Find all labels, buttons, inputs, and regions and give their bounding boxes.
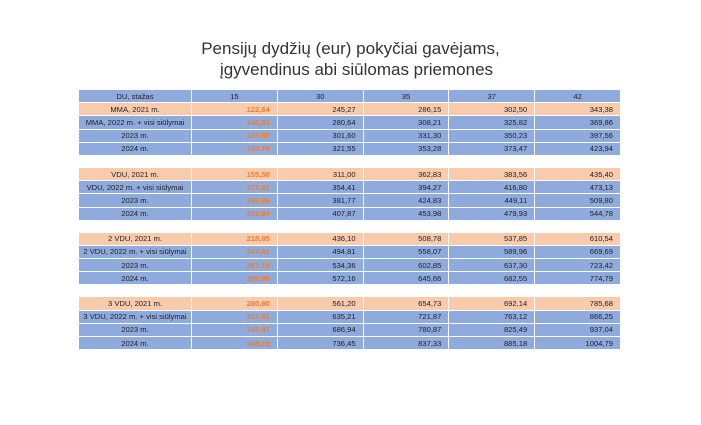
table-row [79, 103, 621, 116]
value-cell: 383,56 [449, 167, 535, 180]
spacer-cell [79, 220, 192, 232]
value-cell-highlight: 368,23 [192, 337, 278, 350]
table-row [79, 181, 621, 194]
table-row [79, 167, 621, 180]
value-cell: 509,80 [535, 194, 621, 207]
value-cell: 245,27 [277, 103, 363, 116]
value-cell: 534,36 [277, 259, 363, 272]
header-cell-30: 30 [277, 90, 363, 103]
row-label: 2023 m. [79, 194, 192, 207]
header-cell-42: 42 [535, 90, 621, 103]
value-cell: 635,21 [277, 310, 363, 323]
value-cell: 610,54 [535, 232, 621, 245]
value-cell: 449,11 [449, 194, 535, 207]
row-label: 3 VDU, 2021 m. [79, 297, 192, 310]
value-cell: 561,20 [277, 297, 363, 310]
value-cell: 373,47 [449, 142, 535, 155]
value-cell: 302,50 [449, 103, 535, 116]
value-cell: 669,69 [535, 245, 621, 258]
spacer-cell [363, 155, 449, 167]
value-cell: 682,55 [449, 272, 535, 285]
title-line-2: įgyvendinus abi siūlomas priemones [219, 60, 494, 79]
value-cell: 407,87 [277, 207, 363, 220]
value-cell: 331,30 [363, 129, 449, 142]
value-cell: 537,85 [449, 232, 535, 245]
value-cell: 508,78 [363, 232, 449, 245]
row-label: 2023 m. [79, 259, 192, 272]
pension-table [78, 89, 621, 350]
table-row [79, 207, 621, 220]
table-row [79, 245, 621, 258]
row-label: 2024 m. [79, 142, 192, 155]
title-line-1: Pensijų dydžių (eur) pokyčiai gavėjams, [201, 39, 500, 58]
spacer-cell [363, 285, 449, 297]
value-cell: 558,07 [363, 245, 449, 258]
value-cell: 280,64 [277, 116, 363, 129]
spacer-cell [192, 220, 278, 232]
row-label: 3 VDU, 2022 m. + visi siūlymai [79, 310, 192, 323]
spacer-cell [192, 155, 278, 167]
value-cell: 885,18 [449, 337, 535, 350]
spacer-cell [79, 285, 192, 297]
row-label: VDU, 2022 m. + visi siūlymai [79, 181, 192, 194]
spacer-cell [79, 155, 192, 167]
value-cell: 416,80 [449, 181, 535, 194]
value-cell-highlight: 122,64 [192, 103, 278, 116]
value-cell: 311,00 [277, 167, 363, 180]
pension-table-body [79, 90, 621, 350]
row-label: MMA, 2021 m. [79, 103, 192, 116]
value-cell: 369,86 [535, 116, 621, 129]
table-header-row [79, 90, 621, 103]
row-label: 2 VDU, 2022 m. + visi siūlymai [79, 245, 192, 258]
value-cell: 354,41 [277, 181, 363, 194]
value-cell: 301,60 [277, 129, 363, 142]
value-cell: 308,21 [363, 116, 449, 129]
group-spacer [79, 220, 621, 232]
value-cell: 866,25 [535, 310, 621, 323]
value-cell-highlight: 280,60 [192, 297, 278, 310]
value-cell: 423,94 [535, 142, 621, 155]
value-cell-highlight: 218,05 [192, 232, 278, 245]
value-cell: 837,33 [363, 337, 449, 350]
value-cell: 353,28 [363, 142, 449, 155]
spacer-cell [535, 220, 621, 232]
value-cell: 602,85 [363, 259, 449, 272]
value-cell: 473,13 [535, 181, 621, 194]
value-cell: 645,66 [363, 272, 449, 285]
value-cell: 397,56 [535, 129, 621, 142]
spacer-cell [277, 285, 363, 297]
group-spacer [79, 155, 621, 167]
table-row [79, 259, 621, 272]
group-spacer [79, 285, 621, 297]
row-label: 2024 m. [79, 272, 192, 285]
value-cell: 774,79 [535, 272, 621, 285]
table-row [79, 337, 621, 350]
header-cell-du-stazas: DU, stažas [79, 90, 192, 103]
value-cell: 736,45 [277, 337, 363, 350]
header-cell-37: 37 [449, 90, 535, 103]
value-cell-highlight: 343,47 [192, 323, 278, 336]
value-cell-highlight: 317,61 [192, 310, 278, 323]
table-row [79, 116, 621, 129]
table-row [79, 142, 621, 155]
value-cell-highlight: 190,89 [192, 194, 278, 207]
page-title [0, 38, 701, 80]
value-cell: 654,73 [363, 297, 449, 310]
value-cell: 589,96 [449, 245, 535, 258]
value-cell-highlight: 203,94 [192, 207, 278, 220]
table-row [79, 310, 621, 323]
value-cell: 453,98 [363, 207, 449, 220]
row-label: 2 VDU, 2021 m. [79, 232, 192, 245]
table-row [79, 323, 621, 336]
value-cell: 721,87 [363, 310, 449, 323]
value-cell: 937,04 [535, 323, 621, 336]
value-cell: 825,49 [449, 323, 535, 336]
value-cell: 479,93 [449, 207, 535, 220]
value-cell: 544,78 [535, 207, 621, 220]
spacer-cell [363, 220, 449, 232]
table-row [79, 129, 621, 142]
value-cell: 686,94 [277, 323, 363, 336]
value-cell-highlight: 177,21 [192, 181, 278, 194]
spacer-cell [535, 285, 621, 297]
value-cell-highlight: 267,18 [192, 259, 278, 272]
spacer-cell [449, 220, 535, 232]
value-cell: 325,82 [449, 116, 535, 129]
table-row [79, 194, 621, 207]
value-cell-highlight: 150,80 [192, 129, 278, 142]
header-cell-15: 15 [192, 90, 278, 103]
value-cell: 424,83 [363, 194, 449, 207]
value-cell: 572,16 [277, 272, 363, 285]
spacer-cell [449, 155, 535, 167]
table-row [79, 272, 621, 285]
value-cell: 343,38 [535, 103, 621, 116]
value-cell: 394,27 [363, 181, 449, 194]
value-cell: 692,14 [449, 297, 535, 310]
value-cell: 763,12 [449, 310, 535, 323]
row-label: 2024 m. [79, 337, 192, 350]
table-row [79, 297, 621, 310]
value-cell: 780,87 [363, 323, 449, 336]
value-cell: 1004,79 [535, 337, 621, 350]
value-cell: 637,30 [449, 259, 535, 272]
spacer-cell [535, 155, 621, 167]
spacer-cell [277, 155, 363, 167]
value-cell: 494,81 [277, 245, 363, 258]
value-cell-highlight: 286,08 [192, 272, 278, 285]
value-cell-highlight: 155,50 [192, 167, 278, 180]
value-cell: 350,23 [449, 129, 535, 142]
value-cell-highlight: 140,33 [192, 116, 278, 129]
row-label: MMA, 2022 m. + visi siūlymai [79, 116, 192, 129]
value-cell: 362,83 [363, 167, 449, 180]
value-cell: 381,77 [277, 194, 363, 207]
header-cell-35: 35 [363, 90, 449, 103]
row-label: 2023 m. [79, 323, 192, 336]
spacer-cell [192, 285, 278, 297]
value-cell: 321,55 [277, 142, 363, 155]
spacer-cell [277, 220, 363, 232]
value-cell-highlight: 247,41 [192, 245, 278, 258]
value-cell: 723,42 [535, 259, 621, 272]
row-label: 2023 m. [79, 129, 192, 142]
row-label: 2024 m. [79, 207, 192, 220]
value-cell: 286,15 [363, 103, 449, 116]
value-cell: 785,68 [535, 297, 621, 310]
value-cell: 435,40 [535, 167, 621, 180]
row-label: VDU, 2021 m. [79, 167, 192, 180]
value-cell: 436,10 [277, 232, 363, 245]
table-row [79, 232, 621, 245]
value-cell-highlight: 160,78 [192, 142, 278, 155]
spacer-cell [449, 285, 535, 297]
